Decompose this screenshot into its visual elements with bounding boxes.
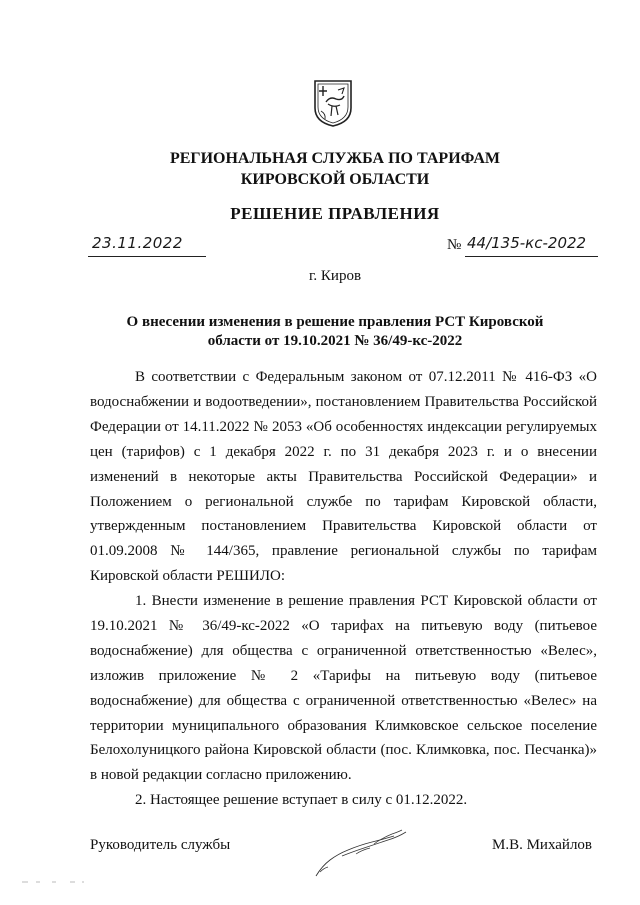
signer-title: Руководитель службы — [90, 837, 231, 853]
coat-of-arms-icon — [312, 78, 354, 128]
decision-item-2: 2. Настоящее решение вступает в силу с 01.12.2022. — [135, 792, 468, 808]
organization-name-line2: КИРОВСКОЙ ОБЛАСТИ — [240, 171, 430, 188]
number-label: № — [447, 237, 462, 253]
document-type-title: РЕШЕНИЕ ПРАВЛЕНИЯ — [230, 204, 440, 223]
document-number-field — [465, 236, 598, 257]
scan-artifact — [22, 880, 112, 884]
handwritten-signature — [312, 826, 412, 881]
organization-name-line1: РЕГИОНАЛЬНАЯ СЛУЖБА ПО ТАРИФАМ — [169, 150, 501, 167]
handwritten-date: 23.11.2022 — [92, 234, 183, 252]
handwritten-document-number: 44/135-кс-2022 — [467, 234, 587, 252]
preamble-paragraph: В соответствии с Федеральным законом от 07.12.2011 № 416-ФЗ «О водоснабжении и водоотведении», постановлением Правительства Российской Федерации от 14.11.2022 № 2053 «Об особенностях индексации регулируемых цен (тарифов) с 1 декабря 2022 г. по 31 декабря 2023 г. и о внесении изменений в некоторые акты Правительства Российской Федерации» и Положением о региональной службе по тарифам Кировской области, утвержденным постановлением Правительства Кировской области от 01.09.2008 № 144/365, правление региональной службы по тарифам Кировской области РЕШИЛО: — [90, 369, 597, 585]
signer-name: М.В. Михайлов — [492, 837, 593, 853]
date-field — [88, 236, 206, 257]
decision-item-1: 1. Внести изменение в решение правления РСТ Кировской области от 19.10.2021 № 36/49-кс-2022 «О тарифах на питьевую воду (питьевое водоснабжение) для общества с ограниченной ответственностью «Велес», изложив приложение № 2 «Тарифы на питьевую воду (питьевое водоснабжение) для общества с ограниченной ответственностью «Велес» на территории муниципального образования Климковское сельское поселение Белохолуницкого района Кировской области (пос. Климковка, пос. Песчанка)» в новой редакции согласно приложению. — [90, 593, 597, 784]
city: г. Киров — [308, 268, 362, 284]
subject-line2: области от 19.10.2021 № 36/49-кс-2022 — [207, 333, 463, 349]
subject-line1: О внесении изменения в решение правления РСТ Кировской — [126, 314, 544, 330]
